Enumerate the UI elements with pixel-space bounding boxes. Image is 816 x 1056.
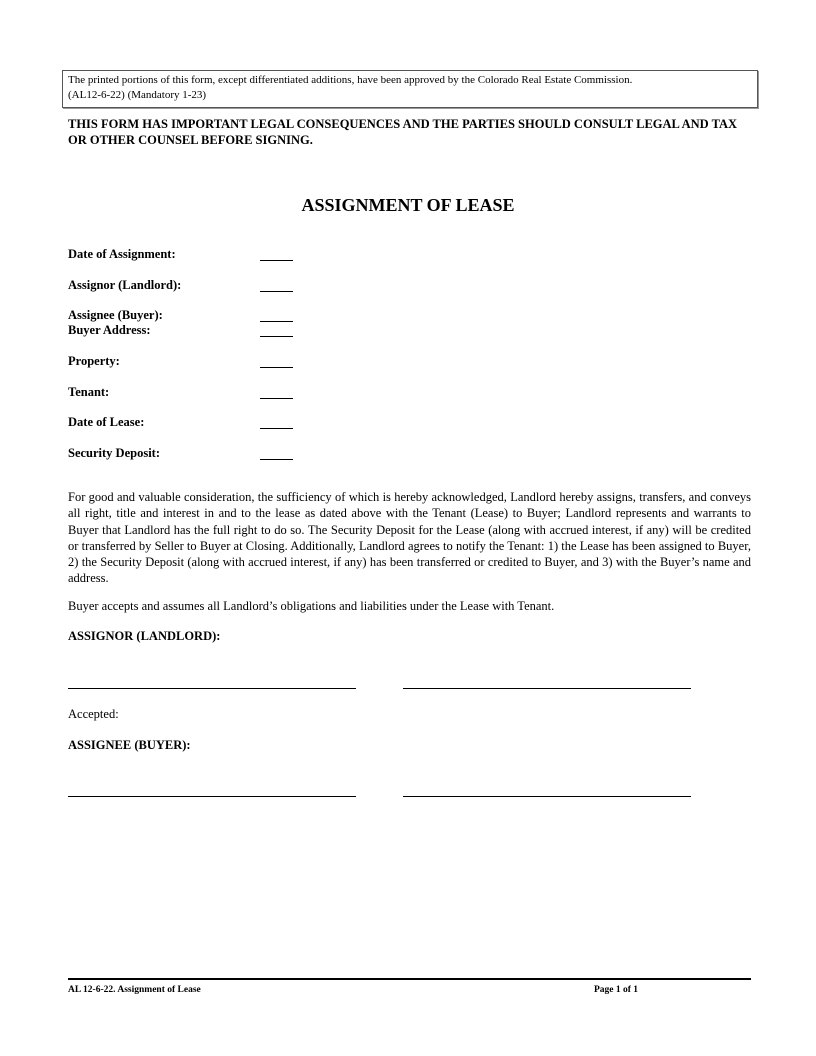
field-label-assignee: Assignee (Buyer): (68, 308, 163, 322)
approval-notice-text: The printed portions of this form, except differentiated additions, have been approved by the Colorado Real Estate Commission. (68, 74, 633, 86)
assignor-signature-line-2[interactable] (403, 688, 691, 689)
form-code: (AL12-6-22) (Mandatory 1-23) (68, 89, 207, 101)
field-label-buyer-address: Buyer Address: (68, 323, 151, 337)
acceptance-paragraph: Buyer accepts and assumes all Landlord’s obligations and liabilities under the Lease with Tenant. (68, 599, 555, 613)
page-title: ASSIGNMENT OF LEASE (301, 195, 515, 215)
field-blank-assignor[interactable] (260, 290, 293, 292)
field-label-date-of-assignment: Date of Assignment: (68, 247, 176, 261)
footer-form-title: AL 12-6-22. Assignment of Lease (68, 985, 201, 995)
assignor-signature-line-1[interactable] (68, 688, 356, 689)
approval-notice-box (62, 70, 758, 108)
assignment-paragraph: For good and valuable consideration, the sufficiency of which is hereby acknowledged, Landlord hereby assigns, transfers, and conveys all right, title and interest in and to the lease as dated above with the Tenant (Lease) to Buyer; Landlord represents and warrants to Buyer that Landlord has the full right to do so. The Security Deposit for the Lease (along with accrued interest, if any) will be credited or transferred by Seller to Buyer at Closing. Additionally, Landlord agrees to notify the Tenant: 1) the Lease has been assigned to Buyer, 2) the Security Deposit (along with accrued interest, if any) has been transferred or credited to Buyer, and 3) with the Buyer’s name and address. (68, 490, 751, 586)
field-blank-security-deposit[interactable] (260, 458, 293, 460)
footer-rule (68, 978, 751, 980)
legal-warning: THIS FORM HAS IMPORTANT LEGAL CONSEQUENCES AND THE PARTIES SHOULD CONSULT LEGAL AND TAX OR OTHER COUNSEL BEFORE SIGNING. (68, 117, 738, 147)
field-blank-property[interactable] (260, 366, 293, 368)
assignor-heading: ASSIGNOR (LANDLORD): (68, 629, 221, 643)
field-label-assignor: Assignor (Landlord): (68, 278, 182, 292)
assignee-signature-line-2[interactable] (403, 796, 691, 797)
assignee-signature-line-1[interactable] (68, 796, 356, 797)
accepted-label: Accepted: (68, 707, 119, 721)
footer-page-number: Page 1 of 1 (594, 985, 639, 995)
field-blank-date-of-lease[interactable] (260, 427, 293, 429)
field-label-tenant: Tenant: (68, 385, 110, 399)
assignee-heading: ASSIGNEE (BUYER): (68, 738, 191, 752)
field-label-date-of-lease: Date of Lease: (68, 415, 145, 429)
field-blank-date-of-assignment[interactable] (260, 259, 293, 261)
field-label-property: Property: (68, 354, 120, 368)
field-blank-buyer-address[interactable] (260, 335, 293, 337)
field-blank-assignee[interactable] (260, 320, 293, 322)
field-blank-tenant[interactable] (260, 397, 293, 399)
field-label-security-deposit: Security Deposit: (68, 446, 160, 460)
